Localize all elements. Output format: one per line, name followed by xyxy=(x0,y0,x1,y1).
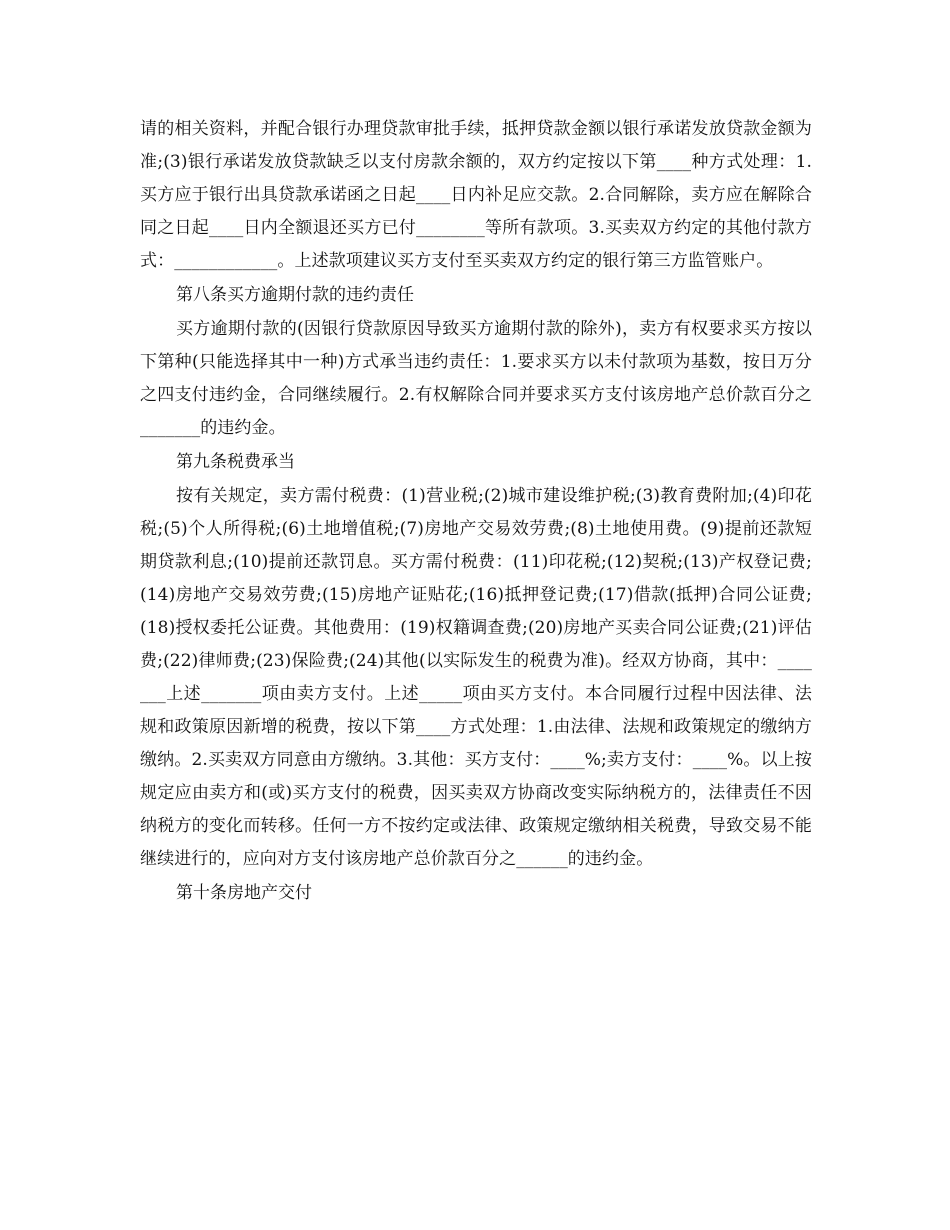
heading-article-9: 第九条税费承当 xyxy=(176,452,295,472)
paragraph-taxes: 按有关规定，卖方需付税费：(1)营业税;(2)城市建设维护税;(3)教育费附加;(4)印花税;(5)个人所得税;(6)土地增值税;(7)房地产交易效劳费;(8)土地使用费。(9)提前还款短期贷款利息;(10)提前还款罚息。买方需付税费：(11)印花税;(12)契税;(13)产权登记费;(14)房地产交易效劳费;(15)房地产证贴花;(16)抵押登记费;(17)借款(抵押)合同公证费;(18)授权委托公证费。其他费用：(19)权籍调查费;(20)房地产买卖合同公证费;(21)评估费;(22)律师费;(23)保险费;(24)其他(以实际发生的税费为准)。经双方协商，其中：_______上述_______项由卖方支付。上述_____项由买方支付。本合同履行过程中因法律、法规和政策原因新增的税费，按以下第____方式处理：1.由法律、法规和政策规定的缴纳方缴纳。2.买卖双方同意由方缴纳。3.其他：买方支付：____%;卖方支付：____%。以上按规定应由卖方和(或)买方支付的税费，因买卖双方协商改变实际纳税方的，法律责任不因纳税方的变化而转移。任何一方不按约定或法律、政策规定缴纳相关税费，导致交易不能继续进行的，应向对方支付该房地产总价款百分之______的违约金。 xyxy=(140,486,812,869)
paragraph-late-payment: 买方逾期付款的(因银行贷款原因导致买方逾期付款的除外)，卖方有权要求买方按以下第种(只能选择其中一种)方式承当违约责任：1.要求买方以未付款项为基数，按日万分之四支付违约金，合同继续履行。2.有权解除合同并要求买方支付该房地产总价款百分之_______的违约金。 xyxy=(140,319,812,438)
heading-article-10: 第十条房地产交付 xyxy=(176,883,312,903)
paragraph-payment-loan: 请的相关资料，并配合银行办理贷款审批手续，抵押贷款金额以银行承诺发放贷款金额为准;(3)银行承诺发放贷款缺乏以支付房款余额的，双方约定按以下第____种方式处理：1.买方应于银行出具贷款承诺函之日起____日内补足应交款。2.合同解除，卖方应在解除合同之日起____日内全额退还买方已付________等所有款项。3.买卖双方约定的其他付款方式：____________。上述款项建议买方支付至买卖双方约定的银行第三方监管账户。 xyxy=(140,119,812,271)
heading-article-8: 第八条买方逾期付款的违约责任 xyxy=(176,285,414,305)
document-body xyxy=(140,113,812,910)
